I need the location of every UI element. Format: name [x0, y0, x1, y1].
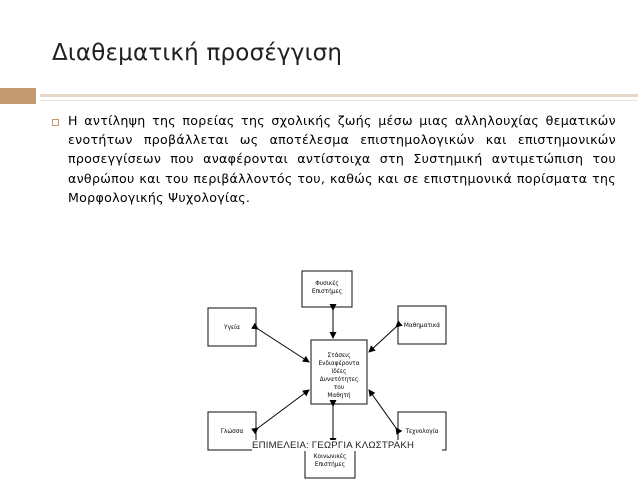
left-label: Υγεία: [224, 325, 240, 331]
arrow-bottom-right: [369, 390, 396, 428]
center-label-4: Δυνατότητες: [319, 377, 359, 383]
bottom-right-label: Τεχνολογία: [405, 429, 439, 435]
center-label-1: Στάσεις: [327, 353, 351, 359]
top-label-1: Φυσικές: [315, 281, 339, 287]
footer-credit: ΕΠΙΜΕΛΕΙΑ: ΓΕΩΡΓΙΑ ΚΛΩΣΤΡΑΚΗ: [252, 440, 442, 451]
arrow-right: [369, 327, 396, 352]
center-label-5: του: [333, 385, 345, 391]
center-label-2: Ενδιαφέροντα: [318, 361, 360, 367]
bottom-label-1: Κοινωνικές: [313, 454, 347, 460]
top-label-2: Επιστήμες: [311, 289, 343, 295]
bottom-label-2: Επιστήμες: [314, 462, 346, 468]
slide-title: Διαθεματική προσέγγιση: [52, 40, 343, 66]
center-label-6: Μαθητή: [327, 393, 351, 399]
body-paragraph: Η αντίληψη της πορείας της σχολικής ζωής μέσω μιας αλληλουχίας θεματικών ενοτήτων προβάλλεται ως αποτέλεσμα επιστημολογικών και επιστημονικών προσεγγίσεων που αναφέρονται αντίστοιχα στη Συστημική αντιμετώπιση του ανθρώπου και του περιβάλλοντός του, καθώς και σε επιστημονικά πορίσματα της Μορφολογικής Ψυχολογίας.: [68, 113, 616, 205]
arrow-left: [258, 329, 309, 362]
bottom-left-label: Γλώσσα: [220, 429, 244, 435]
right-label: Μαθηματικά: [403, 323, 441, 329]
arrow-bottom-left: [258, 390, 309, 428]
center-label-3: Ιδέες: [331, 369, 347, 375]
